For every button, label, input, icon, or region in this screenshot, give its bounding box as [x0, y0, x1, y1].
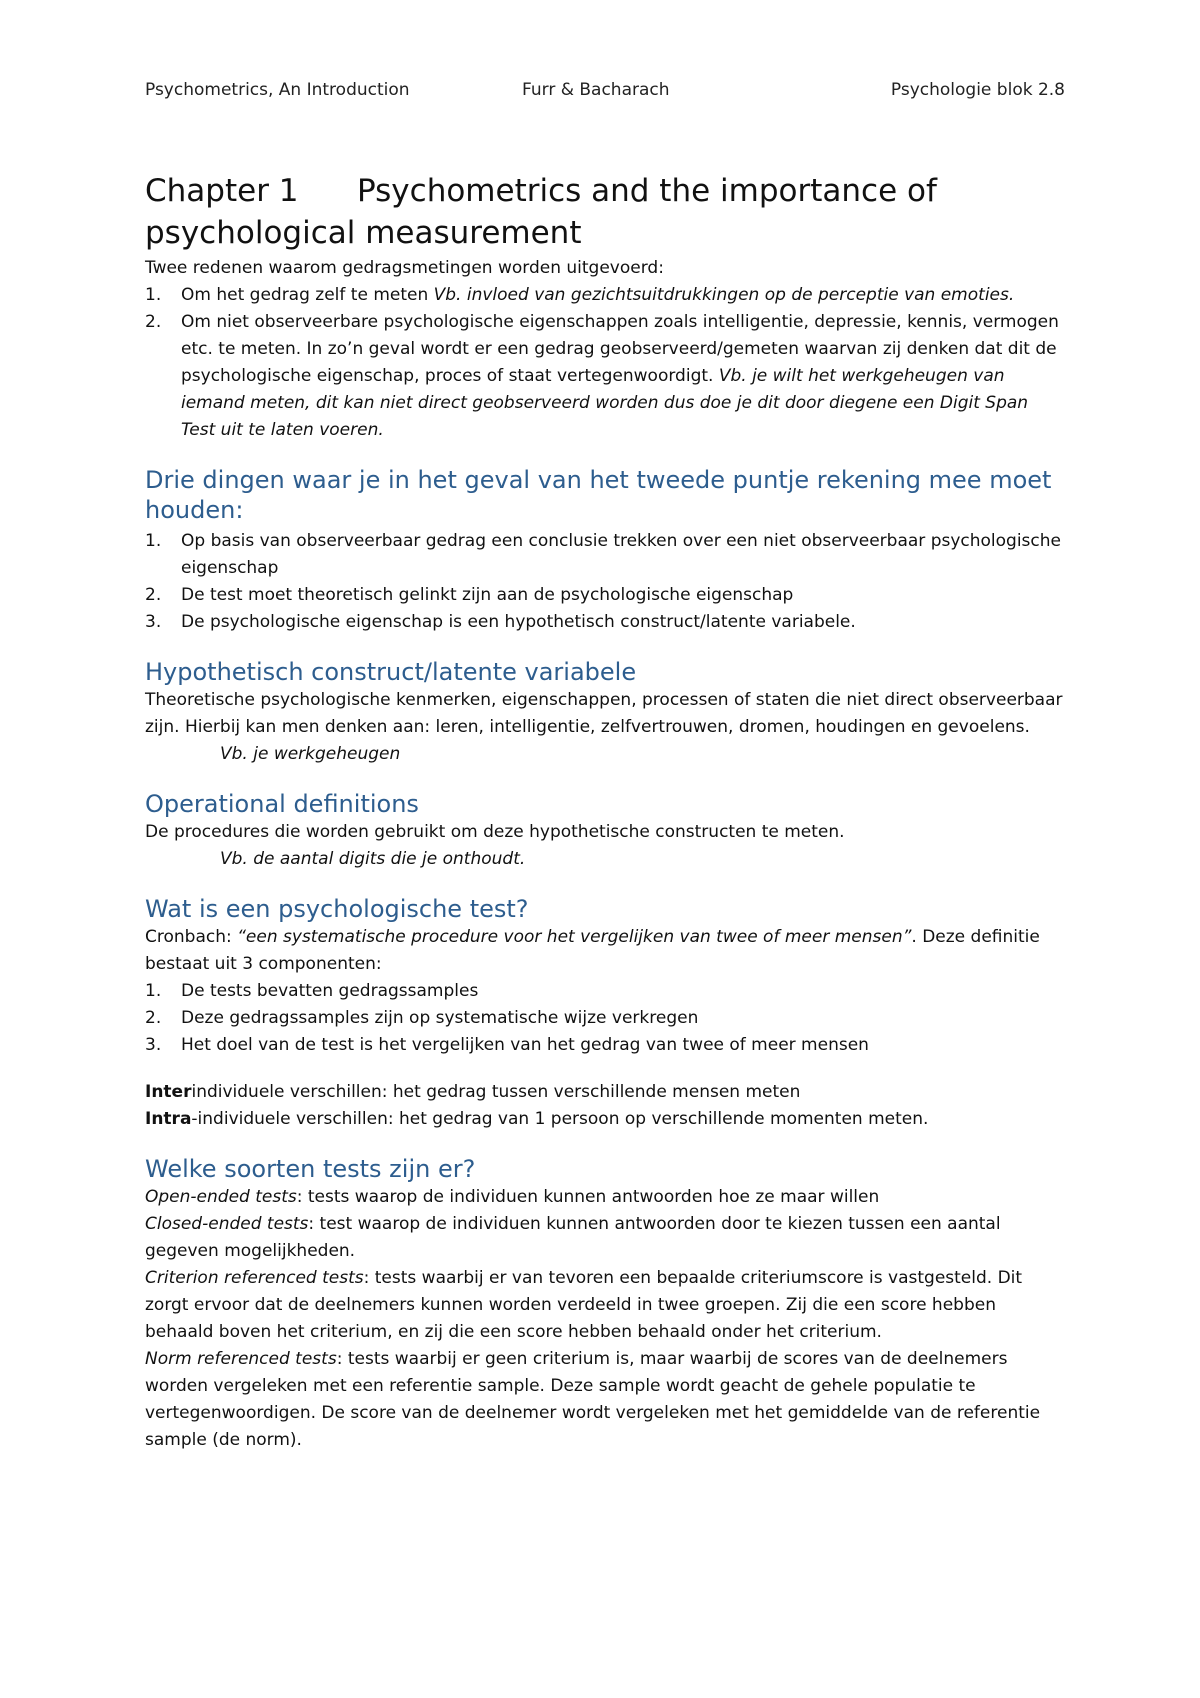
list-text: De test moet theoretisch gelinkt zijn aan de psychologische eigenschap	[181, 585, 794, 605]
list-text: De psychologische eigenschap is een hypothetisch construct/latente variabele.	[181, 612, 856, 632]
hypothetisch-body: Theoretische psychologische kenmerken, eigenschappen, processen of staten die niet direct observeerbaar zijn. Hierbij kan men denken aan: leren, intelligentie, zelfvertrouwen, dromen, houdingen en gevoelens.	[145, 690, 1063, 737]
intraindividuele-line	[145, 1106, 1065, 1133]
test-type-entry	[145, 1211, 1065, 1265]
list-number: 1.	[145, 531, 162, 551]
test-type-term: Open-ended tests	[145, 1187, 297, 1207]
section-heading-operational-definitions: Operational definitions	[145, 790, 419, 818]
list-text: Om het gedrag zelf te meten	[181, 285, 434, 305]
document-body	[145, 255, 1065, 1454]
test-type-entry	[145, 1265, 1065, 1346]
cronbach-definition	[145, 924, 1065, 978]
inter-term: Inter	[145, 1082, 192, 1102]
drie-dingen-list	[145, 528, 1065, 636]
list-number: 3.	[145, 1035, 162, 1055]
list-number: 3.	[145, 612, 162, 632]
list-item	[145, 528, 1065, 582]
intra-text: -individuele verschillen: het gedrag van 1 persoon op verschillende momenten meten.	[191, 1109, 929, 1129]
test-type-text: : tests waarbij er van tevoren een bepaalde criteriumscore is vastgesteld. Dit zorgt ervoor dat de deelnemers kunnen worden verdeeld in twee groepen. Zij die een score hebben behaald boven het criterium, en zij die een score hebben behaald onder het criterium.	[145, 1268, 1023, 1342]
list-text: De tests bevatten gedragssamples	[181, 981, 479, 1001]
test-type-entry	[145, 1346, 1065, 1454]
section-heading-psychologische-test: Wat is een psychologische test?	[145, 895, 529, 923]
intro-list	[145, 282, 1065, 444]
interindividuele-line	[145, 1079, 1065, 1106]
list-number: 2.	[145, 585, 162, 605]
test-type-term: Norm referenced tests	[145, 1349, 337, 1369]
test-type-term: Criterion referenced tests	[145, 1268, 364, 1288]
intra-term: Intra	[145, 1109, 192, 1129]
list-text: Deze gedragssamples zijn op systematische wijze verkregen	[181, 1008, 699, 1028]
list-text: Het doel van de test is het vergelijken van het gedrag van twee of meer mensen	[181, 1035, 869, 1055]
list-item	[145, 582, 1065, 609]
chapter-title	[145, 170, 1075, 254]
chapter-title-line2: psychological measurement	[145, 215, 582, 251]
hypothetisch-example: Vb. je werkgeheugen	[220, 744, 401, 764]
cronbach-tail: . Deze definitie bestaat uit 3 componenten:	[145, 927, 1040, 974]
list-example: Vb. je wilt het werkgeheugen van iemand meten, dit kan niet direct geobserveerd worden dus doe je dit door diegene een Digit Span Test uit te laten voeren.	[181, 366, 1029, 440]
list-text: Om niet observeerbare psychologische eigenschappen zoals intelligentie, depressie, kennis, vermogen etc. te meten. In zo’n geval wordt er een gedrag geobserveerd/gemeten waarvan zij denken dat dit de psychologische eigenschap, proces of staat vertegenwoordigt.	[181, 312, 1059, 386]
test-type-text: : test waarop de individuen kunnen antwoorden door te kiezen tussen een aantal gegeven mogelijkheden.	[145, 1214, 1001, 1261]
list-item	[145, 1005, 1065, 1032]
section-heading-soorten-tests: Welke soorten tests zijn er?	[145, 1155, 476, 1183]
list-item	[145, 282, 1065, 309]
header-book-title: Psychometrics, An Introduction	[145, 80, 410, 100]
list-item	[145, 609, 1065, 636]
list-item	[145, 1032, 1065, 1059]
list-example: Vb. invloed van gezichtsuitdrukkingen op de perceptie van emoties.	[433, 285, 1015, 305]
intro-lead: Twee redenen waarom gedragsmetingen worden uitgevoerd:	[145, 258, 664, 278]
list-item	[145, 309, 1065, 444]
inter-text: individuele verschillen: het gedrag tussen verschillende mensen meten	[191, 1082, 801, 1102]
list-item	[145, 978, 1065, 1005]
cronbach-lead: Cronbach:	[145, 927, 238, 947]
operational-body: De procedures die worden gebruikt om deze hypothetische constructen te meten.	[145, 822, 845, 842]
list-number: 1.	[145, 981, 162, 1001]
section-heading-drie-dingen: Drie dingen waar je in het geval van het tweede puntje rekening mee moet houden:	[145, 466, 1052, 524]
test-type-text: : tests waarbij er geen criterium is, maar waarbij de scores van de deelnemers worden vergeleken met een referentie sample. Deze sample wordt geacht de gehele populatie te vertegenwoordigen. De score van de deelnemer wordt vergeleken met het gemiddelde van de referentie sample (de norm).	[145, 1349, 1041, 1450]
list-number: 2.	[145, 1008, 162, 1028]
running-header	[145, 80, 1065, 104]
test-type-text: : tests waarop de individuen kunnen antwoorden hoe ze maar willen	[296, 1187, 880, 1207]
cronbach-quote: “een systematische procedure voor het vergelijken van twee of meer mensen”	[237, 927, 912, 947]
operational-example: Vb. de aantal digits die je onthoudt.	[220, 849, 526, 869]
test-type-entry	[145, 1184, 1065, 1211]
chapter-number: Chapter 1	[145, 173, 299, 209]
list-number: 2.	[145, 312, 162, 332]
header-course: Psychologie blok 2.8	[890, 80, 1065, 100]
componenten-list	[145, 978, 1065, 1059]
section-heading-hypothetisch-construct: Hypothetisch construct/latente variabele	[145, 658, 637, 686]
chapter-title-line1: Psychometrics and the importance of	[357, 173, 937, 209]
list-number: 1.	[145, 285, 162, 305]
header-authors: Furr & Bacharach	[522, 80, 670, 100]
test-type-term: Closed-ended tests	[145, 1214, 309, 1234]
list-text: Op basis van observeerbaar gedrag een conclusie trekken over een niet observeerbaar psychologische eigenschap	[181, 531, 1061, 578]
